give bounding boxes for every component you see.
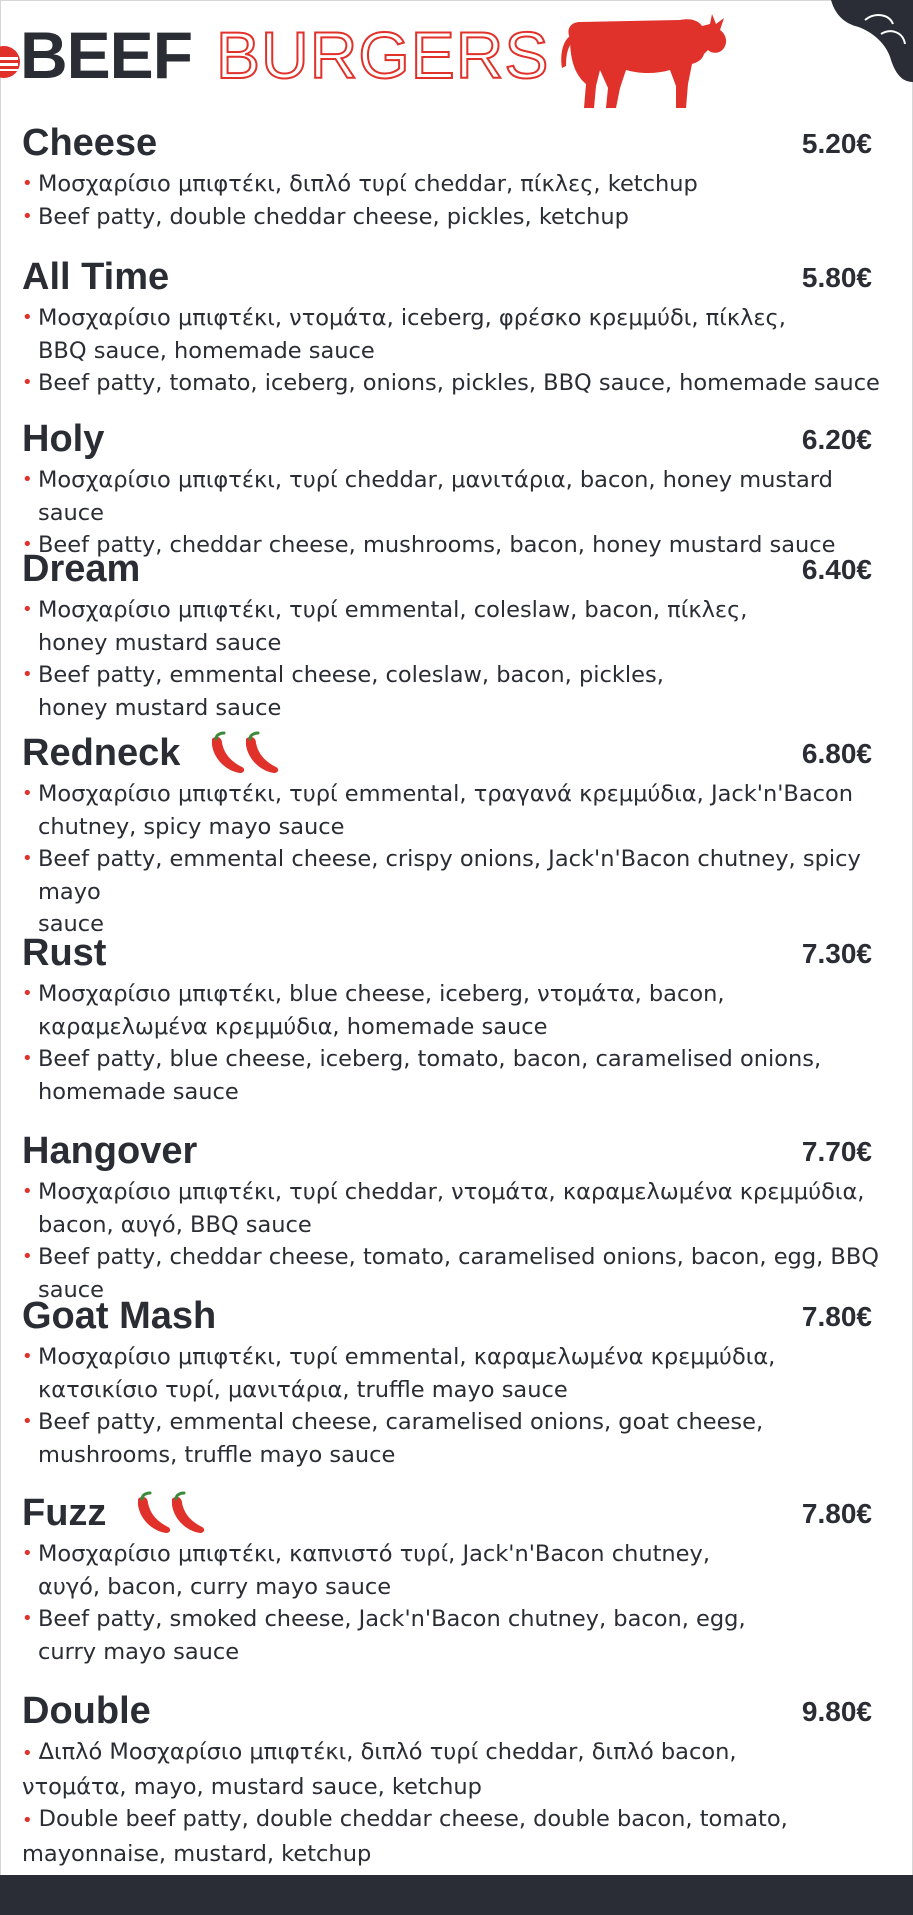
menu-item-header	[22, 254, 892, 300]
description-line: • Beef patty, emmental cheese, coleslaw, bacon, pickles,	[38, 662, 664, 688]
menu-item-name-text: All Time	[22, 256, 170, 298]
description-greek	[22, 1176, 892, 1241]
description-line: • Μοσχαρίσιο μπιφτέκι, τυρί cheddar, ντομάτα, καραμελωμένα κρεμμύδια,	[38, 1179, 865, 1205]
menu-item-price: 5.80€	[801, 262, 872, 293]
menu-item-name	[22, 930, 106, 976]
menu-title	[20, 12, 549, 98]
menu-item-name-text: Goat Mash	[22, 1295, 217, 1337]
menu-item-description	[22, 1341, 892, 1471]
menu-item-name	[22, 1490, 212, 1536]
menu-item-name	[22, 1688, 151, 1734]
title-beef: BEEF	[20, 18, 193, 92]
description-line: • Beef patty, double cheddar cheese, pickles, ketchup	[38, 203, 629, 230]
description-line: chutney, spicy mayo sauce	[38, 813, 345, 840]
title-burgers: BURGERS	[216, 18, 550, 92]
menu-item	[22, 546, 892, 724]
description-line: mayonnaise, mustard, ketchup	[22, 1840, 372, 1867]
menu-item-header	[22, 416, 892, 462]
description-line: • Beef patty, cheddar cheese, mushrooms, bacon, honey mustard sauce	[38, 532, 836, 558]
menu-item-name-text: Dream	[22, 548, 141, 590]
description-line: • Beef patty, cheddar cheese, tomato, caramelised onions, bacon, egg, BBQ sauce	[38, 1244, 879, 1303]
description-greek	[22, 778, 892, 843]
menu-item	[22, 1688, 892, 1870]
burger-badge-icon	[0, 40, 20, 84]
description-line: homemade sauce	[38, 1078, 239, 1105]
description-line: Double beef patty, double cheddar cheese, double bacon, tomato,	[38, 1806, 788, 1832]
menu-item-name	[22, 416, 104, 462]
description-english	[22, 659, 892, 724]
description-english	[22, 1603, 892, 1668]
description-line: BBQ sauce, homemade sauce	[38, 337, 375, 364]
description-english	[22, 201, 892, 234]
menu-item-price: 9.80€	[801, 1696, 872, 1727]
description-line: bacon, αυγό, BBQ sauce	[38, 1211, 312, 1238]
menu-item-header	[22, 1128, 892, 1174]
menu-item-price: 7.80€	[801, 1301, 872, 1332]
menu-item	[22, 1293, 892, 1471]
description-english	[22, 1803, 892, 1870]
description-english	[22, 367, 892, 400]
menu-item-header	[22, 730, 892, 776]
menu-item-header	[22, 1688, 892, 1734]
description-line: • Μοσχαρίσιο μπιφτέκι, καπνιστό τυρί, Jack'n'Bacon chutney,	[38, 1541, 710, 1567]
menu-item-header	[22, 1490, 892, 1536]
menu-item-description	[22, 1176, 892, 1306]
menu-item-name-text: Fuzz	[22, 1492, 107, 1534]
description-line: • Beef patty, tomato, iceberg, onions, pickles, BBQ sauce, homemade sauce	[38, 370, 880, 396]
menu-item	[22, 730, 892, 941]
menu-item-description	[22, 778, 892, 941]
menu-item-name-text: Redneck	[22, 732, 181, 774]
menu-item-name	[22, 730, 286, 776]
description-line: • Μοσχαρίσιο μπιφτέκι, blue cheese, iceberg, ντομάτα, bacon,	[38, 981, 725, 1007]
description-line: κατσικίσιο τυρί, μανιτάρια, truffle mayo sauce	[38, 1376, 568, 1403]
description-greek	[22, 1341, 892, 1406]
menu-item	[22, 416, 892, 562]
menu-item-price: 6.40€	[801, 554, 872, 585]
description-english	[22, 843, 892, 941]
menu-item-name	[22, 254, 169, 300]
menu-item-description	[22, 302, 892, 400]
description-greek	[22, 302, 892, 367]
description-line: ντομάτα, mayo, mustard sauce, ketchup	[22, 1773, 482, 1800]
menu-item-name	[22, 1128, 197, 1174]
description-line: mushrooms, truffle mayo sauce	[38, 1441, 396, 1468]
menu-item-header	[22, 1293, 892, 1339]
description-line: • Beef patty, smoked cheese, Jack'n'Bacon chutney, bacon, egg,	[38, 1606, 746, 1632]
description-line: Διπλό Μοσχαρίσιο μπιφτέκι, διπλό τυρί cheddar, διπλό bacon,	[38, 1739, 737, 1765]
description-greek	[22, 978, 892, 1043]
menu-item-header	[22, 546, 892, 592]
chili-pepper-icon	[206, 731, 286, 775]
description-line: • Μοσχαρίσιο μπιφτέκι, διπλό τυρί cheddar, πίκλες, ketchup	[38, 171, 698, 197]
description-greek	[22, 1538, 892, 1603]
corner-decoration-icon	[831, 0, 913, 82]
description-line: honey mustard sauce	[38, 694, 282, 721]
description-line: • Beef patty, blue cheese, iceberg, tomato, bacon, caramelised onions,	[38, 1046, 822, 1072]
menu-item	[22, 930, 892, 1108]
description-line: • Μοσχαρίσιο μπιφτέκι, ντομάτα, iceberg, φρέσκο κρεμμύδι, πίκλες,	[38, 305, 786, 331]
menu-item-description	[22, 1538, 892, 1668]
description-line: • Μοσχαρίσιο μπιφτέκι, τυρί emmental, coleslaw, bacon, πίκλες,	[38, 597, 748, 623]
description-english	[22, 1406, 892, 1471]
description-greek	[22, 168, 892, 201]
description-greek	[22, 1736, 892, 1803]
menu-item-header	[22, 120, 892, 166]
description-greek	[22, 464, 892, 529]
menu-item-description	[22, 594, 892, 724]
cow-icon	[560, 8, 730, 114]
menu-item-name-text: Holy	[22, 418, 105, 460]
menu-item-name	[22, 120, 157, 166]
description-line: honey mustard sauce	[38, 629, 282, 656]
menu-item-name-text: Hangover	[22, 1130, 198, 1172]
description-line: • Μοσχαρίσιο μπιφτέκι, τυρί emmental, τραγανά κρεμμύδια, Jack'n'Bacon	[38, 781, 854, 807]
description-line: sauce	[38, 911, 104, 937]
menu-item-description	[22, 978, 892, 1108]
description-line: αυγό, bacon, curry mayo sauce	[38, 1573, 392, 1600]
menu-item-price: 5.20€	[801, 128, 872, 159]
menu-item	[22, 1128, 892, 1306]
menu-item-description	[22, 168, 892, 233]
menu-item-name-text: Rust	[22, 932, 107, 974]
description-line: curry mayo sauce	[38, 1638, 240, 1665]
description-line: καραμελωμένα κρεμμύδια, homemade sauce	[38, 1013, 548, 1040]
menu-item	[22, 254, 892, 400]
menu-item	[22, 1490, 892, 1668]
menu-item-price: 6.80€	[801, 738, 872, 769]
menu-item-description	[22, 1736, 892, 1870]
description-line: • Μοσχαρίσιο μπιφτέκι, τυρί cheddar, μανιτάρια, bacon, honey mustard sauce	[38, 467, 833, 526]
menu-item-name-text: Double	[22, 1690, 151, 1732]
menu-item-price: 7.80€	[801, 1498, 872, 1529]
description-line: • Μοσχαρίσιο μπιφτέκι, τυρί emmental, καραμελωμένα κρεμμύδια,	[38, 1344, 776, 1370]
menu-item-price: 7.70€	[801, 1136, 872, 1167]
chili-pepper-icon	[132, 1491, 212, 1535]
description-english	[22, 1043, 892, 1108]
description-greek	[22, 594, 892, 659]
menu-item-header	[22, 930, 892, 976]
menu-item-name	[22, 546, 140, 592]
menu-item-price: 6.20€	[801, 424, 872, 455]
menu-item-name	[22, 1293, 216, 1339]
menu-item-name-text: Cheese	[22, 122, 158, 164]
description-line: • Beef patty, emmental cheese, crispy onions, Jack'n'Bacon chutney, spicy mayo	[38, 846, 861, 905]
menu-item	[22, 120, 892, 233]
description-line: • Beef patty, emmental cheese, caramelised onions, goat cheese,	[38, 1409, 764, 1435]
footer-bar	[0, 1875, 913, 1915]
menu-item-price: 7.30€	[801, 938, 872, 969]
